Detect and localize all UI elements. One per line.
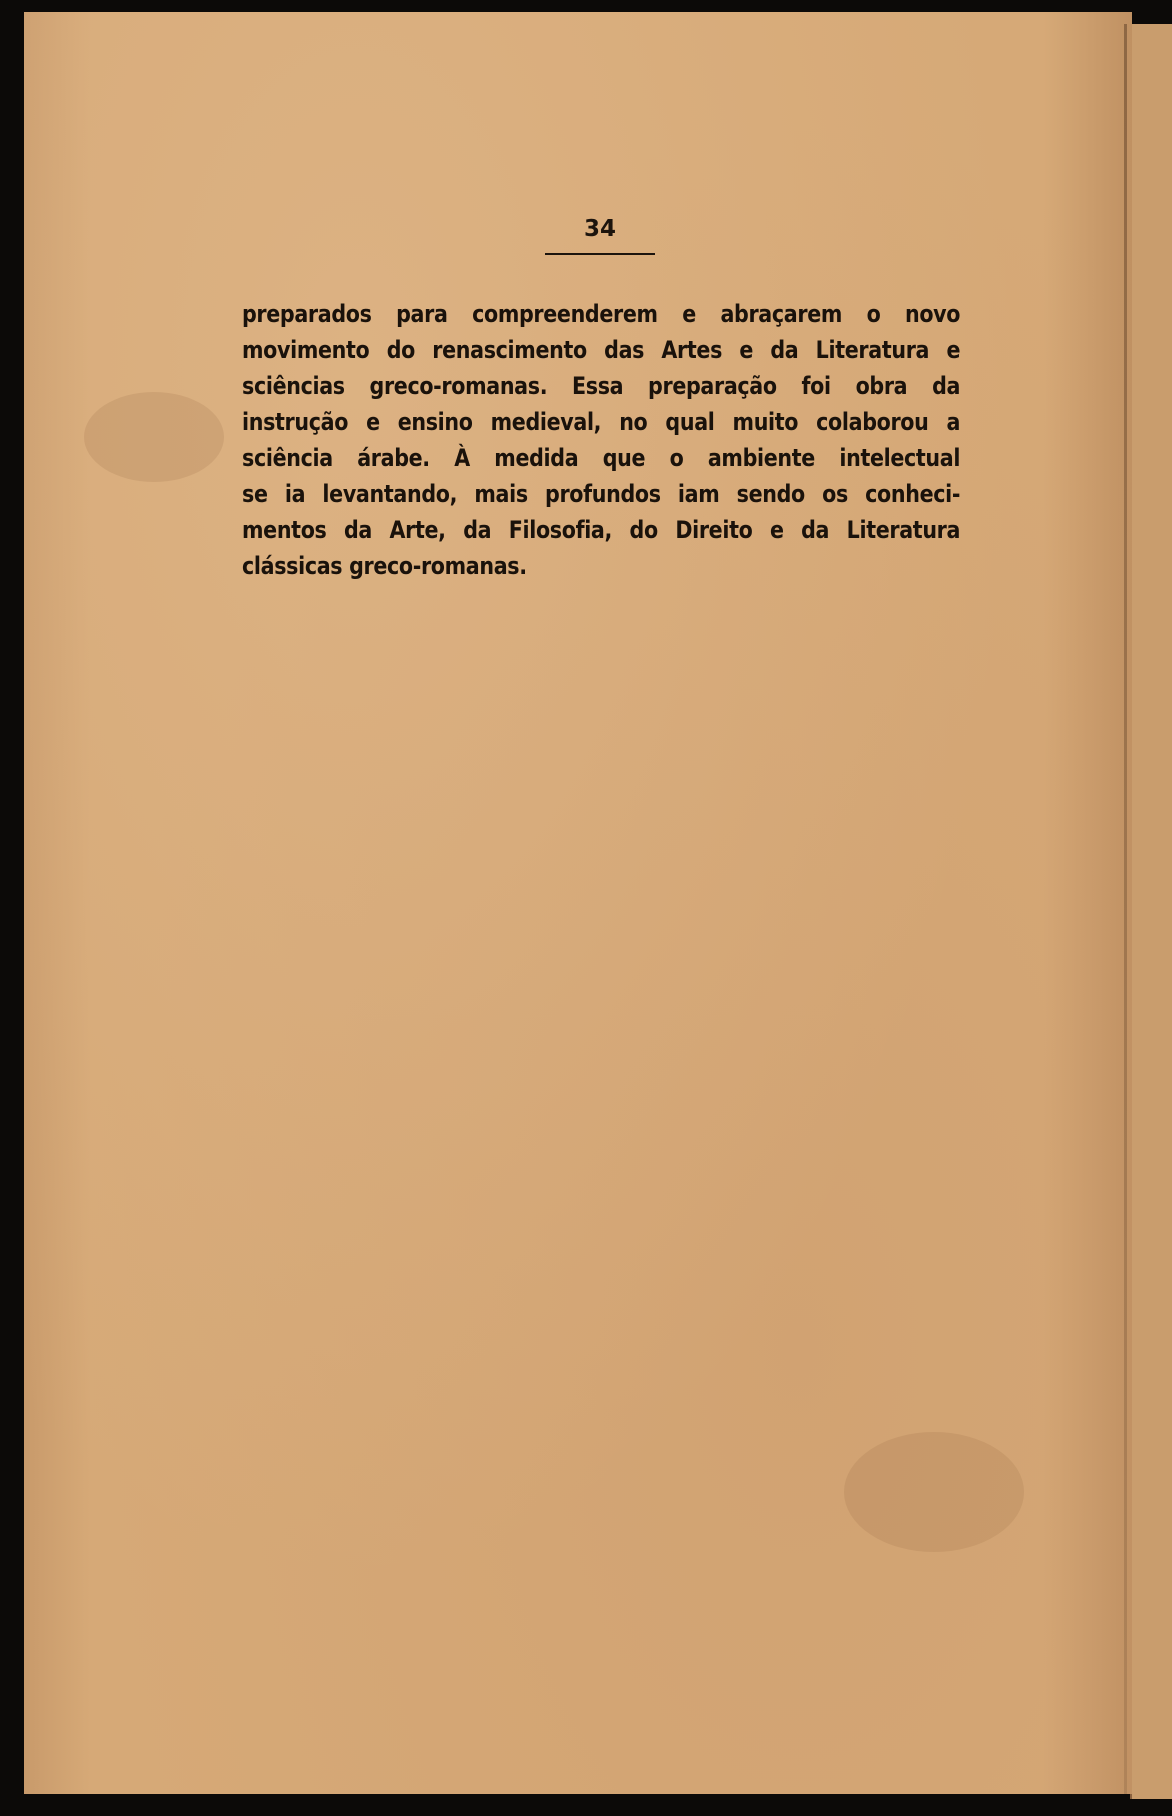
text-line: sciências greco-romanas. Essa preparação foi obra da [242, 372, 961, 400]
page-number: 34 [583, 216, 616, 242]
text-line: sciência árabe. À medida que o ambiente intelectual [242, 444, 961, 472]
show-through-text [250, 700, 970, 900]
text-line: movimento do renascimento das Artes e da Literatura e [242, 336, 961, 364]
text-line: preparados para compreenderem e abraçarem o novo [242, 300, 961, 328]
page-fold-line [1124, 24, 1127, 1794]
page-number-rule [545, 253, 655, 255]
body-paragraph [242, 296, 960, 584]
paper-stain [84, 392, 224, 482]
text-line: clássicas greco-romanas. [242, 552, 527, 580]
book-page [24, 12, 1132, 1794]
text-line: instrução e ensino medieval, no qual muito colaborou a [242, 408, 961, 436]
paper-stain [844, 1432, 1024, 1552]
adjacent-page-edge [1130, 24, 1172, 1799]
text-line: mentos da Arte, da Filosofia, do Direito e da Literatura [242, 516, 961, 544]
text-line: se ia levantando, mais profundos iam sendo os conheci- [242, 480, 961, 508]
